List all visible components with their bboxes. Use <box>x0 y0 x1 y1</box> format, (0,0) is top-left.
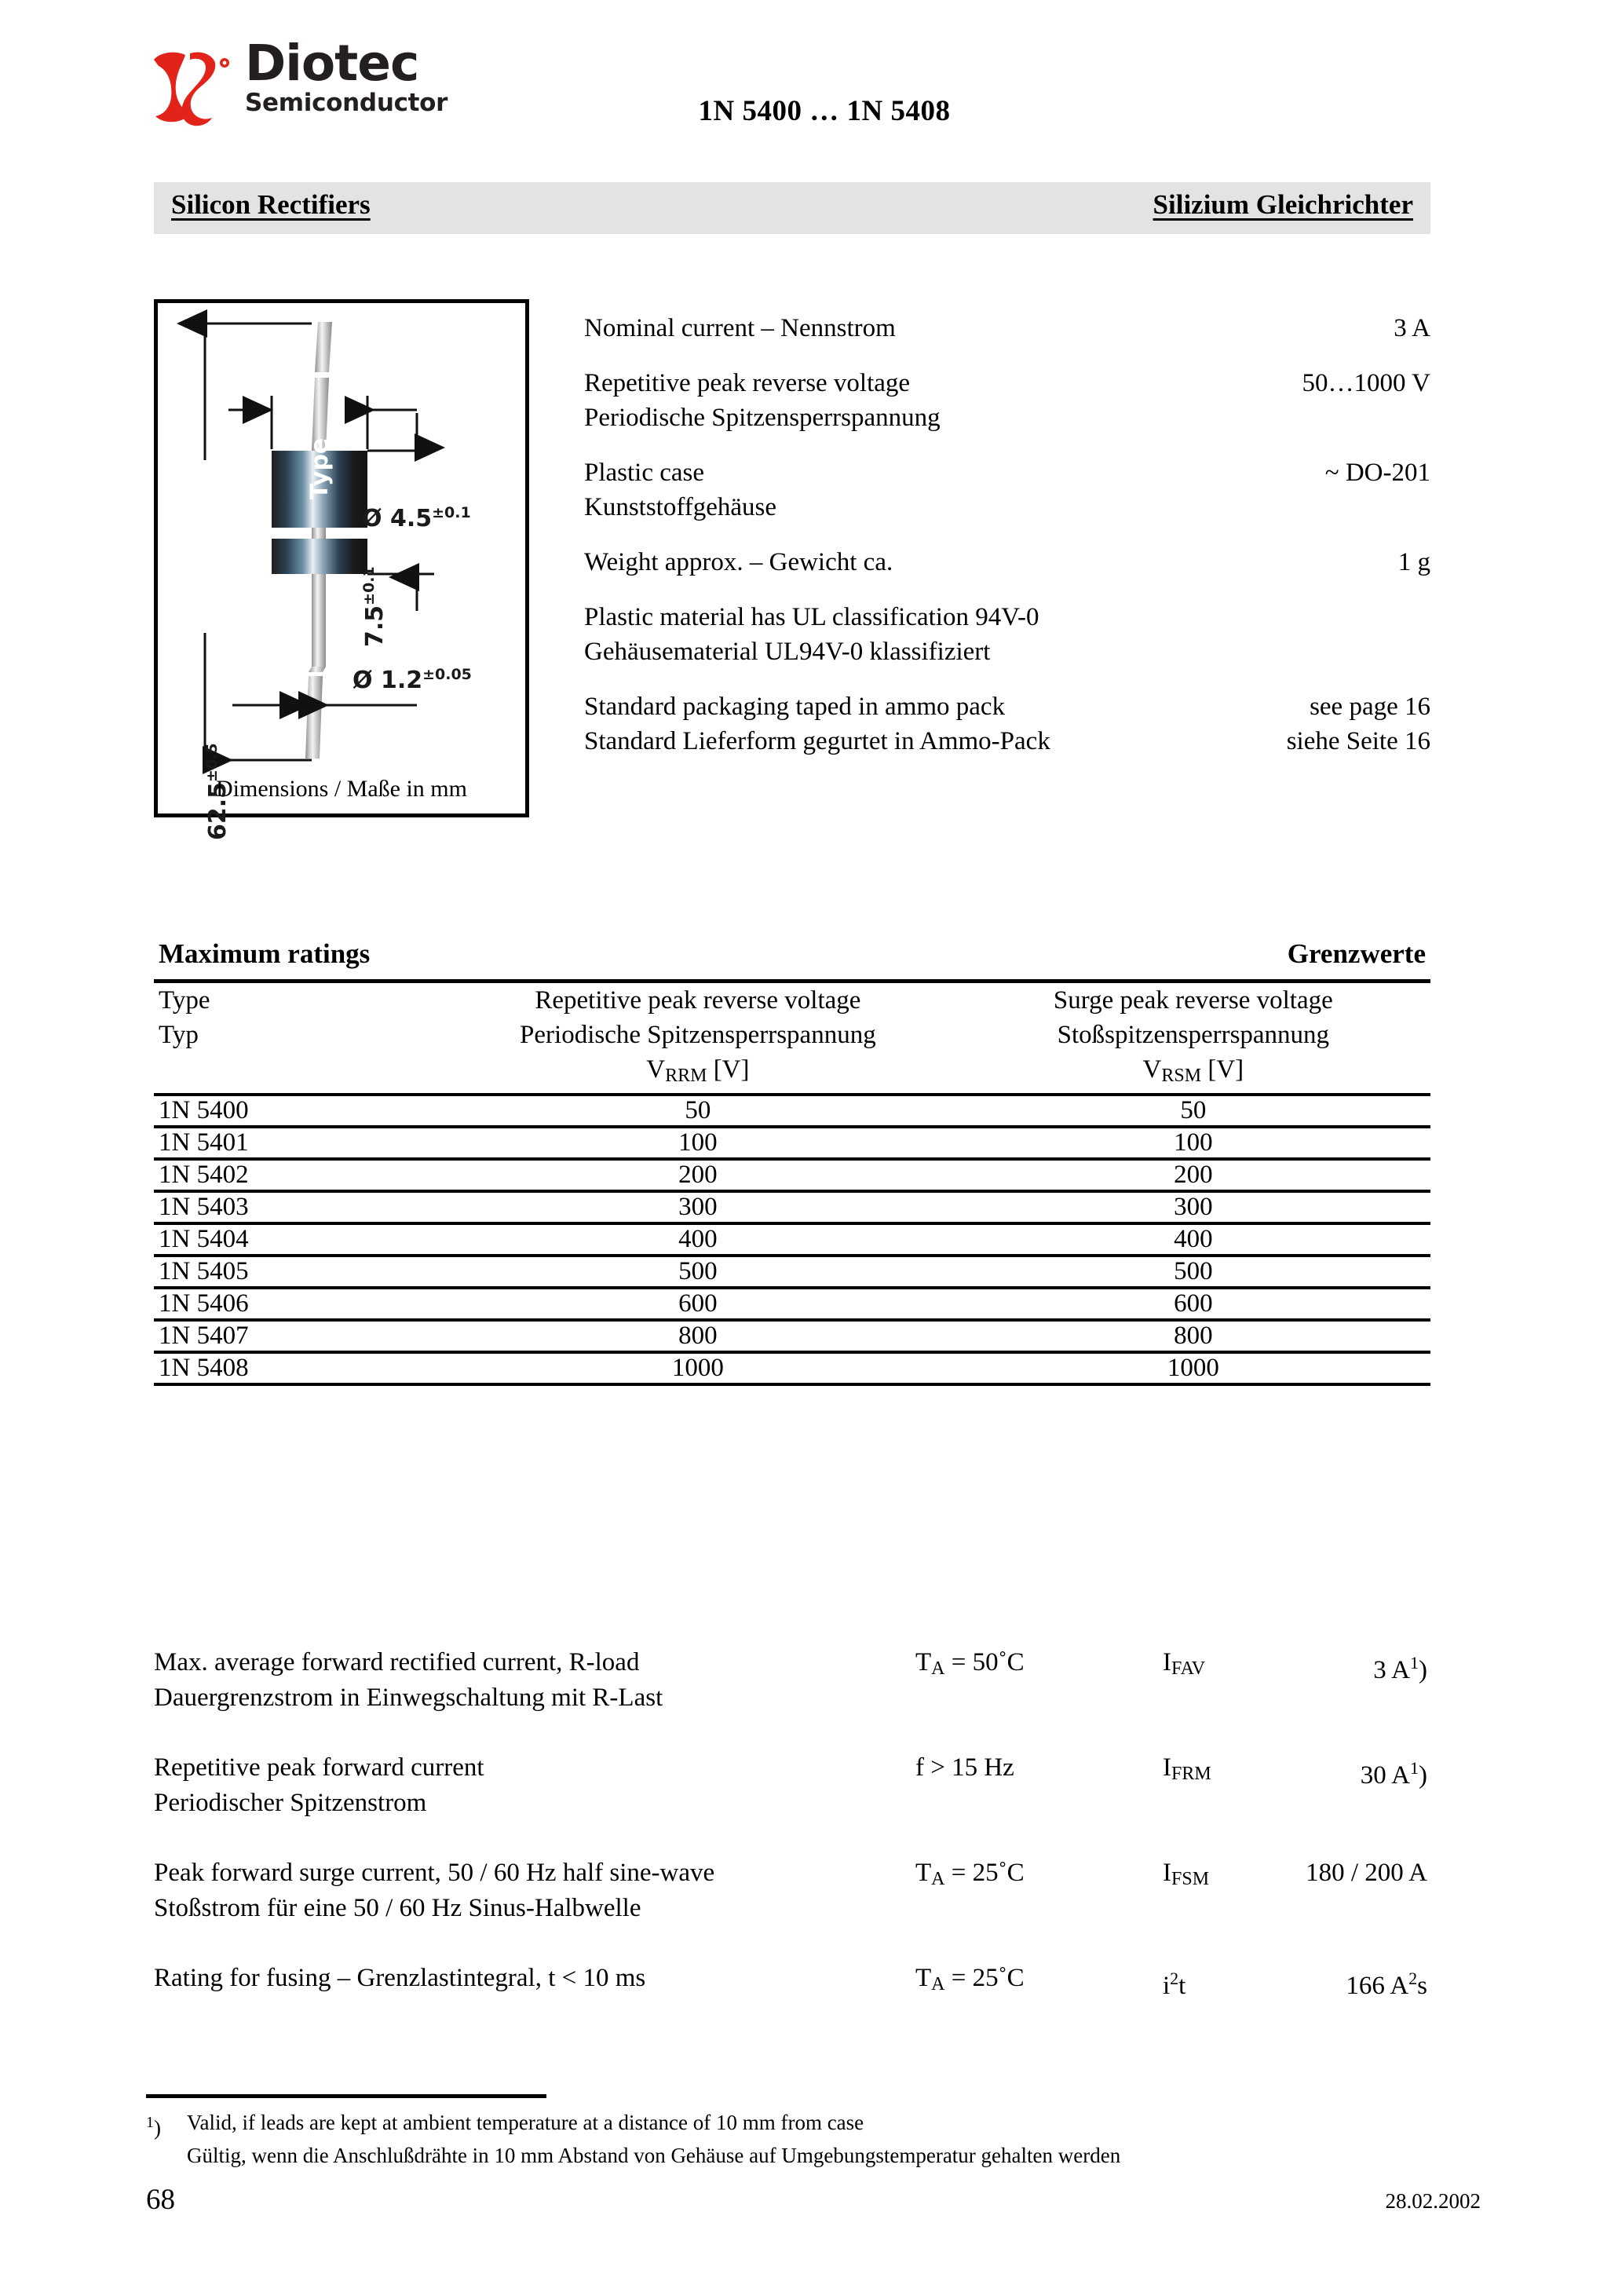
col-vrrm-symbol: $V_{RRM}$ [V] <box>646 1055 750 1086</box>
body-type-label: Type <box>306 437 334 499</box>
spec-label-en: Plastic case <box>584 459 705 487</box>
param-value: 3 $A^1$) <box>1373 1653 1427 1684</box>
table-row <box>154 1095 1430 1127</box>
cell-vrsm: 400 <box>956 1223 1430 1256</box>
col-vrrm-en: Repetitive peak reverse voltage <box>535 986 861 1015</box>
spec-row-plastic-case <box>584 455 1430 525</box>
spec-label: Weight approx. – Gewicht ca. <box>584 548 893 576</box>
maximum-ratings-section <box>154 938 1430 1386</box>
spec-label-de: Gehäusematerial UL94V-0 klassifiziert <box>584 638 991 666</box>
cell-type: 1N 5403 <box>154 1191 440 1223</box>
spec-value: 3 A <box>1394 314 1430 342</box>
spec-label-en: Standard packaging taped in ammo pack <box>584 693 1006 721</box>
column-header-vrrm <box>440 982 956 1095</box>
dim-label-overall-length: $62.5^{\pm 0.5}$ <box>203 743 232 840</box>
col-vrsm-en: Surge peak reverse voltage <box>1053 986 1333 1015</box>
spec-row-ul-classification <box>584 600 1430 669</box>
param-condition: $T_A$ = 25˚C <box>915 1964 1025 1994</box>
electrical-parameters-list <box>154 1645 1430 2031</box>
param-desc-de: Periodischer Spitzenstrom <box>154 1789 427 1817</box>
param-value: 166 $A^2s$ <box>1346 1969 1427 2000</box>
spec-label: Nominal current – Nennstrom <box>584 314 896 342</box>
spec-label-de: Periodische Spitzensperrspannung <box>584 404 941 432</box>
logo-tagline: Semiconductor <box>245 89 448 117</box>
cell-vrrm: 300 <box>440 1191 956 1223</box>
param-row-ifsm <box>154 1855 1430 1926</box>
param-desc-en: Repetitive peak forward current <box>154 1753 484 1782</box>
cell-type: 1N 5407 <box>154 1320 440 1352</box>
param-condition: $T_A$ = 50˚C <box>915 1648 1025 1679</box>
cell-type: 1N 5406 <box>154 1288 440 1320</box>
cell-vrsm: 300 <box>956 1191 1430 1223</box>
param-desc-de: Stoßstrom für eine 50 / 60 Hz Sinus-Halbwelle <box>154 1894 641 1922</box>
spec-value-en: see page 16 <box>1310 693 1430 721</box>
cell-vrrm: 800 <box>440 1320 956 1352</box>
ratings-table <box>154 979 1430 1386</box>
table-row <box>154 1288 1430 1320</box>
dim-label-lead-diameter: Ø $1.2^{\pm 0.05}$ <box>353 666 472 694</box>
table-row <box>154 1320 1430 1352</box>
param-row-i2t <box>154 1961 1430 2000</box>
spec-value: ~ DO-201 <box>1324 459 1430 487</box>
package-dimension-diagram <box>158 303 525 813</box>
dim-label-body-diameter: Ø $4.5^{\pm 0.1}$ <box>362 504 471 532</box>
cell-vrrm: 50 <box>440 1095 956 1127</box>
cell-vrrm: 100 <box>440 1127 956 1159</box>
param-value: 30 $A^1$) <box>1360 1758 1427 1790</box>
param-symbol: $I_{FAV}$ <box>1163 1648 1206 1679</box>
page-title: 1N 5400 … 1N 5408 <box>698 95 951 127</box>
cell-vrsm: 600 <box>956 1288 1430 1320</box>
page-number: 68 <box>146 2184 175 2216</box>
logo-wordmark <box>245 35 480 117</box>
section-banner <box>154 182 1430 234</box>
ratings-heading <box>154 938 1430 979</box>
col-type-en: Type <box>159 986 210 1015</box>
col-type-de: Typ <box>159 1021 199 1049</box>
column-header-vrsm <box>956 982 1430 1095</box>
spec-label-en: Repetitive peak reverse voltage <box>584 369 911 397</box>
dim-label-body-length: $7.5^{\pm 0.1}$ <box>360 566 389 647</box>
table-row <box>154 1256 1430 1288</box>
param-symbol: $I_{FRM}$ <box>1163 1753 1211 1784</box>
table-row <box>154 1127 1430 1159</box>
logo-company-name: Diotec <box>245 35 419 92</box>
footnote-text-de: Gültig, wenn die Anschlußdrähte in 10 mm Abstand von Gehäuse auf Umgebungstemperatur gehalten werden <box>187 2144 1121 2167</box>
cell-vrsm: 800 <box>956 1320 1430 1352</box>
table-header-row <box>154 982 1430 1095</box>
spec-value-de: siehe Seite 16 <box>1286 727 1430 755</box>
table-row <box>154 1159 1430 1191</box>
col-vrsm-symbol: $V_{RSM}$ [V] <box>1142 1055 1244 1086</box>
param-row-ifav <box>154 1645 1430 1716</box>
param-symbol: $I_{FSM}$ <box>1163 1859 1210 1889</box>
param-desc-de: Dauergrenzstrom in Einwegschaltung mit R-Last <box>154 1684 663 1712</box>
param-value: 180 / 200 A <box>1306 1859 1427 1887</box>
spec-value: 50…1000 V <box>1302 369 1430 397</box>
cell-type: 1N 5400 <box>154 1095 440 1127</box>
package-outline-drawing <box>154 299 529 840</box>
cell-vrrm: 1000 <box>440 1352 956 1384</box>
revision-date: 28.02.2002 <box>1385 2189 1481 2213</box>
param-condition: $T_A$ = 25˚C <box>915 1859 1025 1889</box>
cell-vrrm: 400 <box>440 1223 956 1256</box>
cell-type: 1N 5405 <box>154 1256 440 1288</box>
spec-row-weight <box>584 545 1430 579</box>
cell-type: 1N 5401 <box>154 1127 440 1159</box>
spec-row-nominal-current <box>584 311 1430 345</box>
spec-row-repetitive-peak-reverse-voltage <box>584 366 1430 435</box>
banner-title-de: Silizium Gleichrichter <box>1153 189 1413 220</box>
cell-type: 1N 5408 <box>154 1352 440 1384</box>
cell-vrsm: 50 <box>956 1095 1430 1127</box>
cell-vrsm: 100 <box>956 1127 1430 1159</box>
param-desc-en: Peak forward surge current, 50 / 60 Hz half sine-wave <box>154 1859 715 1887</box>
cell-vrsm: 500 <box>956 1256 1430 1288</box>
page-footer <box>146 2183 1481 2217</box>
spec-label-en: Plastic material has UL classification 94V-0 <box>584 603 1039 631</box>
footnote-divider <box>146 2094 546 2098</box>
footnote-text-en: Valid, if leads are kept at ambient temperature at a distance of 10 mm from case <box>187 2111 864 2134</box>
ratings-heading-en: Maximum ratings <box>159 938 371 969</box>
diotec-j-logo-icon <box>146 42 240 137</box>
table-row <box>154 1223 1430 1256</box>
spec-row-packaging <box>584 689 1430 759</box>
param-desc-en: Max. average forward rectified current, R-load <box>154 1648 640 1676</box>
cell-vrsm: 200 <box>956 1159 1430 1191</box>
cell-vrrm: 200 <box>440 1159 956 1191</box>
table-row <box>154 1352 1430 1384</box>
param-symbol: $i^2t$ <box>1163 1969 1186 2000</box>
cell-vrrm: 500 <box>440 1256 956 1288</box>
table-row <box>154 1191 1430 1223</box>
param-desc-en: Rating for fusing – Grenzlastintegral, t < 10 ms <box>154 1964 646 1992</box>
cell-type: 1N 5402 <box>154 1159 440 1191</box>
param-row-ifrm <box>154 1750 1430 1821</box>
spec-label-de: Standard Lieferform gegurtet in Ammo-Pack <box>584 727 1050 755</box>
cell-vrsm: 1000 <box>956 1352 1430 1384</box>
banner-title-en: Silicon Rectifiers <box>171 189 371 220</box>
spec-label-de: Kunststoffgehäuse <box>584 493 777 521</box>
cathode-band <box>272 539 367 574</box>
key-specifications-list <box>584 311 1430 779</box>
param-condition: f > 15 Hz <box>915 1753 1014 1782</box>
ratings-heading-de: Grenzwerte <box>1287 938 1426 969</box>
spec-value: 1 g <box>1397 548 1430 576</box>
cell-type: 1N 5404 <box>154 1223 440 1256</box>
footnote-marker: $^1$) <box>146 2114 161 2140</box>
col-vrsm-de: Stoßspitzensperrspannung <box>1057 1021 1330 1049</box>
col-vrrm-de: Periodische Spitzensperrspannung <box>520 1021 876 1049</box>
footnote-block <box>146 2106 1481 2172</box>
drawing-caption: Dimensions / Maße in mm <box>216 776 467 802</box>
company-logo <box>146 35 484 140</box>
column-header-type <box>154 982 440 1095</box>
cell-vrrm: 600 <box>440 1288 956 1320</box>
